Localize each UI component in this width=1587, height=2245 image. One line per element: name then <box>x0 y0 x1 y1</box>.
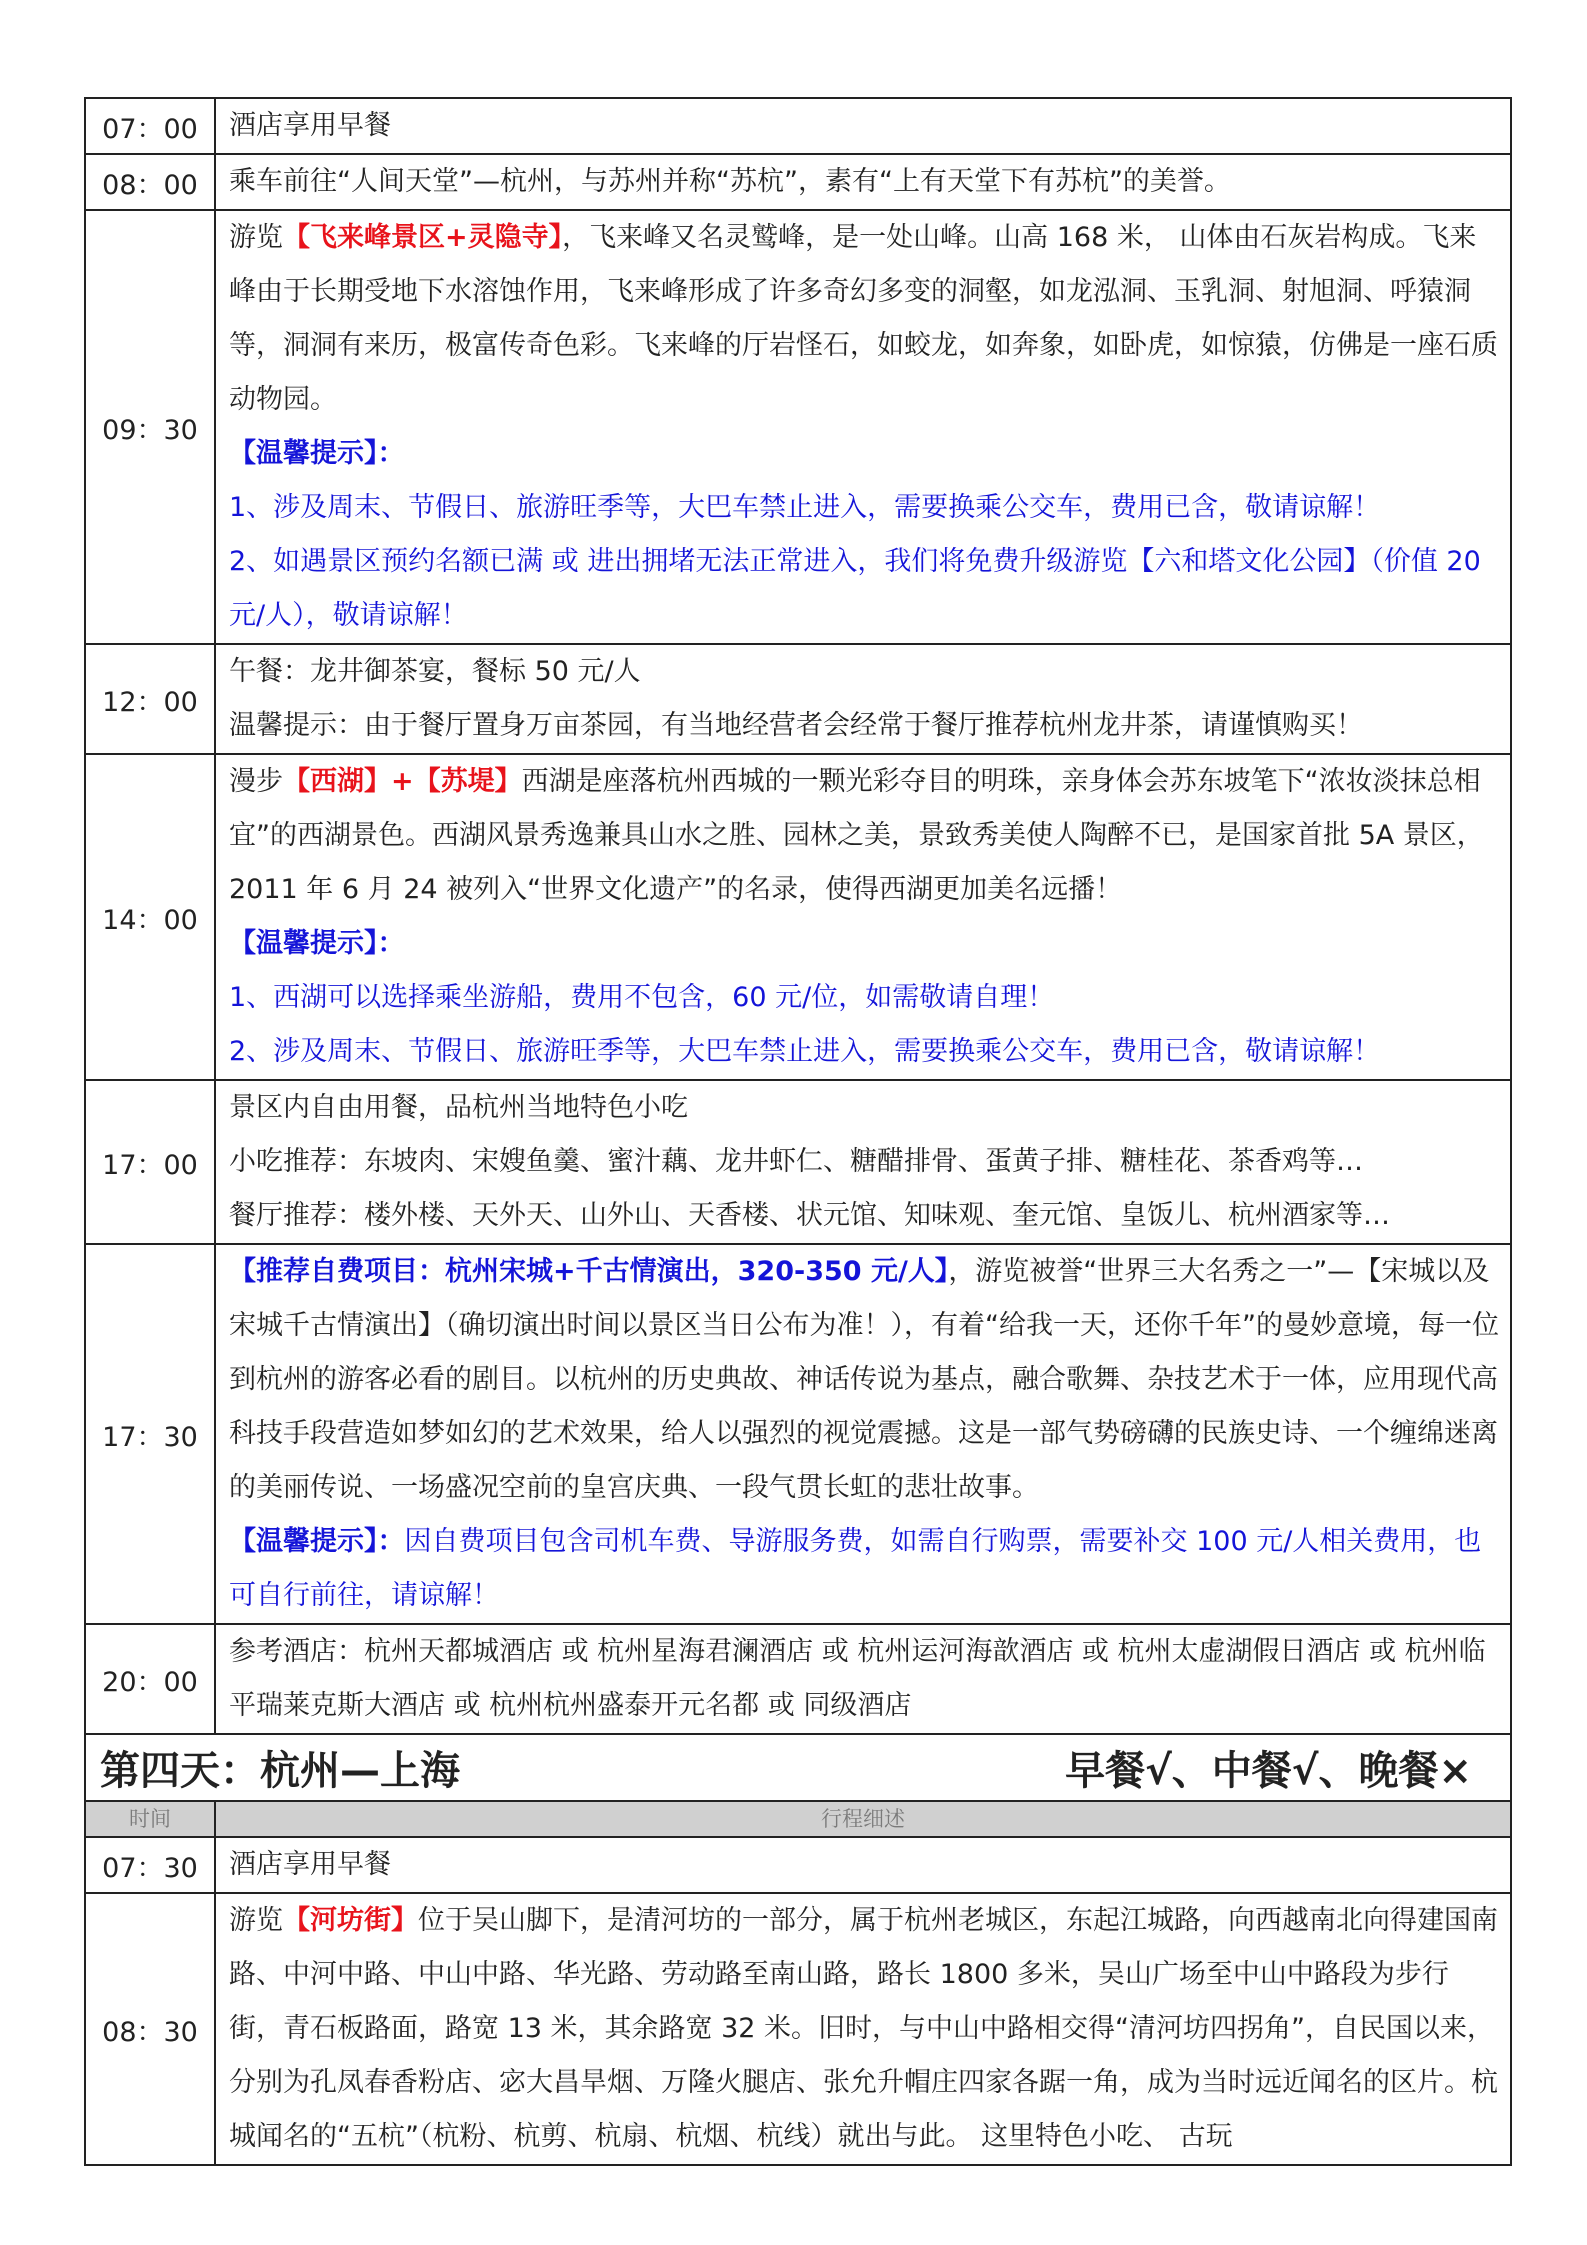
tip-item: 1、涉及周末、节假日、旅游旺季等，大巴车禁止进入，需要换乘公交车，费用已含，敬请谅解！ <box>229 492 1381 523</box>
column-header-row <box>85 1801 1511 1837</box>
optional-show-paragraph <box>229 1245 1500 1515</box>
lead-text: 漫步 <box>229 766 283 797</box>
schedule-row-0930 <box>85 210 1511 644</box>
tip-item: 2、如遇景区预约名额已满 或 进出拥堵无法正常进入，我们将免费升级游览【六和塔文化公园】（价值 20 元/人），敬请谅解！ <box>229 546 1481 631</box>
day4-header-cell <box>85 1734 1511 1801</box>
schedule-row-1200 <box>85 644 1511 754</box>
time-cell: 12：00 <box>85 644 215 754</box>
tip-item: 1、西湖可以选择乘坐游船，费用不包含，60 元/位，如需敬请自理！ <box>229 982 1055 1013</box>
attraction-description: ，飞来峰又名灵鹫峰，是一处山峰。山高 168 米， 山体由石灰岩构成。飞来峰由于长期受地下水溶蚀作用，飞来峰形成了许多奇幻多变的洞壑，如龙泓洞、玉乳洞、射旭洞、呼猿洞等，洞洞有来历，极富传奇色彩。飞来峰的厅岩怪石，如蛟龙，如奔象，如卧虎，如惊猿，仿佛是一座石质动物园。 <box>229 222 1498 415</box>
tip-title: 【温馨提示】： <box>229 928 405 959</box>
schedule-row-0830 <box>85 1893 1511 2165</box>
lunch-text: 午餐：龙井御茶宴，餐标 50 元/人 <box>229 656 641 687</box>
tip-title: 【温馨提示】： <box>229 1526 405 1557</box>
time-cell: 17：30 <box>85 1244 215 1624</box>
itinerary-table <box>84 97 1512 2166</box>
description-cell <box>215 1080 1511 1244</box>
schedule-row-1730 <box>85 1244 1511 1624</box>
schedule-row-2000 <box>85 1624 1511 1734</box>
description-cell <box>215 1244 1511 1624</box>
description-cell <box>215 644 1511 754</box>
schedule-row-0730 <box>85 1837 1511 1893</box>
snack-recommendations: 小吃推荐：东坡肉、宋嫂鱼羹、蜜汁藕、龙井虾仁、糖醋排骨、蛋黄子排、糖桂花、茶香鸡等… <box>229 1146 1363 1177</box>
optional-item-title: 【推荐自费项目：杭州宋城+千古情演出，320-350 元/人】 <box>229 1256 949 1287</box>
attraction-name: 【西湖】 <box>283 766 391 797</box>
schedule-row-0800 <box>85 154 1511 210</box>
tip-title: 【温馨提示】： <box>229 438 405 469</box>
time-cell: 17：00 <box>85 1080 215 1244</box>
schedule-row-1400 <box>85 754 1511 1080</box>
lead-text: 游览 <box>229 222 283 253</box>
show-description: ，游览被誉“世界三大名秀之一”—【宋城以及宋城千古情演出】（确切演出时间以景区当日公布为准！），有着“给我一天，还你千年”的曼妙意境，每一位到杭州的游客必看的剧目。以杭州的历史典故、神话传说为基点，融合歌舞、杂技艺术于一体，应用现代高科技手段营造如梦如幻的艺术效果，给人以强烈的视觉震撼。这是一部气势磅礴的民族史诗、一个缠绵迷离的美丽传说、一场盛况空前的皇宫庆典、一段气贯长虹的悲壮故事。 <box>229 1256 1499 1503</box>
description-cell <box>215 210 1511 644</box>
time-cell: 20：00 <box>85 1624 215 1734</box>
tip-item: 2、涉及周末、节假日、旅游旺季等，大巴车禁止进入，需要换乘公交车，费用已含，敬请谅解！ <box>229 1036 1381 1067</box>
attraction-paragraph <box>229 755 1500 917</box>
description-cell <box>215 1893 1511 2165</box>
tip-paragraph <box>229 1515 1500 1623</box>
description-cell: 参考酒店：杭州天都城酒店 或 杭州星海君澜酒店 或 杭州运河海歆酒店 或 杭州太虚湖假日酒店 或 杭州临平瑞莱克斯大酒店 或 杭州杭州盛泰开元名都 或 同级酒店 <box>215 1624 1511 1734</box>
lead-text: 游览 <box>229 1905 283 1936</box>
meals-summary: 早餐√、中餐√、晚餐× <box>1065 1748 1472 1794</box>
description-cell <box>215 754 1511 1080</box>
time-cell: 14：00 <box>85 754 215 1080</box>
description-cell: 酒店享用早餐 <box>215 98 1511 154</box>
schedule-row-1700 <box>85 1080 1511 1244</box>
time-cell: 07：00 <box>85 98 215 154</box>
time-cell: 08：30 <box>85 1893 215 2165</box>
attraction-name: 【飞来峰景区+灵隐寺】 <box>283 222 563 253</box>
day-title: 第四天：杭州—上海 <box>100 1748 460 1794</box>
tip-body: 因自费项目包含司机车费、导游服务费，如需自行购票，需要补交 100 元/人相关费用，也可自行前往，请谅解！ <box>229 1526 1482 1611</box>
restaurant-recommendations: 餐厅推荐：楼外楼、天外天、山外山、天香楼、状元馆、知味观、奎元馆、皇饭儿、杭州酒家等… <box>229 1200 1390 1231</box>
plus-sign: + <box>391 766 414 797</box>
attraction-name: 【河坊街】 <box>283 1905 418 1936</box>
attraction-paragraph <box>229 211 1500 427</box>
description-cell: 乘车前往“人间天堂”—杭州，与苏州并称“苏杭”，素有“上有天堂下有苏杭”的美誉。 <box>215 154 1511 210</box>
time-cell: 08：00 <box>85 154 215 210</box>
day4-header <box>85 1734 1511 1801</box>
column-header-description: 行程细述 <box>215 1801 1511 1837</box>
attraction-description: 西湖是座落杭州西城的一颗光彩夺目的明珠，亲身体会苏东坡笔下“浓妆淡抹总相宜”的西湖景色。西湖风景秀逸兼具山水之胜、园林之美，景致秀美使人陶醉不已，是国家首批 5A 景区，2011 年 6 月 24 被列入“世界文化遗产”的名录，使得西湖更加美名远播！ <box>229 766 1484 905</box>
attraction-paragraph <box>229 1894 1500 2164</box>
time-cell: 09：30 <box>85 210 215 644</box>
attraction-name: 【苏堤】 <box>413 766 522 797</box>
column-header-time: 时间 <box>85 1801 215 1837</box>
lunch-notice: 温馨提示：由于餐厅置身万亩茶园，有当地经营者会经常于餐厅推荐杭州龙井茶，请谨慎购买！ <box>229 710 1363 741</box>
attraction-description: 位于吴山脚下，是清河坊的一部分，属于杭州老城区，东起江城路，向西越南北向得建国南路、中河中路、中山中路、华光路、劳动路至南山路，路长 1800 多米，吴山广场至中山中路段为步行街，青石板路面，路宽 13 米，其余路宽 32 米。旧时，与中山中路相交得“清河坊四拐角”，自民国以来，分别为孔凤春香粉店、宓大昌旱烟、万隆火腿店、张允升帽庄四家各踞一角，成为当时远近闻名的区片。杭城闻名的“五杭”（杭粉、杭剪、杭扇、杭烟、杭线）就出与此。 这里特色小吃、 古玩 <box>229 1905 1498 2152</box>
free-meal-text: 景区内自由用餐，品杭州当地特色小吃 <box>229 1092 688 1123</box>
time-cell: 07：30 <box>85 1837 215 1893</box>
schedule-row-0700 <box>85 98 1511 154</box>
description-cell: 酒店享用早餐 <box>215 1837 1511 1893</box>
